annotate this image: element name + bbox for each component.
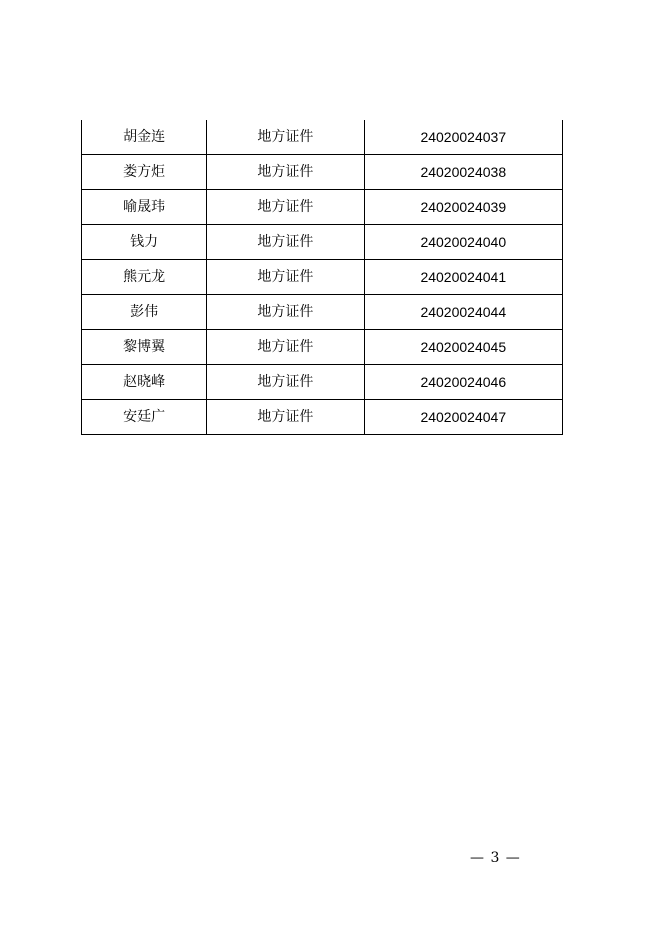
table-row (82, 365, 563, 400)
certificate-number-cell: 24020024047 (364, 400, 562, 435)
certificate-type-cell: 地方证件 (207, 400, 364, 435)
certificate-type-cell: 地方证件 (207, 190, 364, 225)
name-cell: 安廷广 (82, 400, 207, 435)
certificate-type-cell: 地方证件 (207, 260, 364, 295)
certificate-table (81, 120, 563, 435)
name-cell: 钱力 (82, 225, 207, 260)
certificate-number-cell: 24020024041 (364, 260, 562, 295)
certificate-number-cell: 24020024037 (364, 120, 562, 155)
name-cell: 娄方炬 (82, 155, 207, 190)
page-number: — 3 — (470, 850, 521, 866)
certificate-number-cell: 24020024039 (364, 190, 562, 225)
table-row (82, 155, 563, 190)
certificate-type-cell: 地方证件 (207, 120, 364, 155)
certificate-number-cell: 24020024046 (364, 365, 562, 400)
certificate-type-cell: 地方证件 (207, 295, 364, 330)
certificate-number-cell: 24020024045 (364, 330, 562, 365)
table-row (82, 330, 563, 365)
table-row (82, 260, 563, 295)
certificate-number-cell: 24020024038 (364, 155, 562, 190)
name-cell: 赵晓峰 (82, 365, 207, 400)
name-cell: 彭伟 (82, 295, 207, 330)
certificate-type-cell: 地方证件 (207, 330, 364, 365)
table-row (82, 295, 563, 330)
certificate-type-cell: 地方证件 (207, 225, 364, 260)
certificate-type-cell: 地方证件 (207, 365, 364, 400)
table-row (82, 400, 563, 435)
name-cell: 熊元龙 (82, 260, 207, 295)
name-cell: 黎博翼 (82, 330, 207, 365)
table-row (82, 190, 563, 225)
certificate-number-cell: 24020024044 (364, 295, 562, 330)
certificate-number-cell: 24020024040 (364, 225, 562, 260)
name-cell: 喻晟玮 (82, 190, 207, 225)
table-row (82, 120, 563, 155)
name-cell: 胡金连 (82, 120, 207, 155)
table-row (82, 225, 563, 260)
certificate-type-cell: 地方证件 (207, 155, 364, 190)
